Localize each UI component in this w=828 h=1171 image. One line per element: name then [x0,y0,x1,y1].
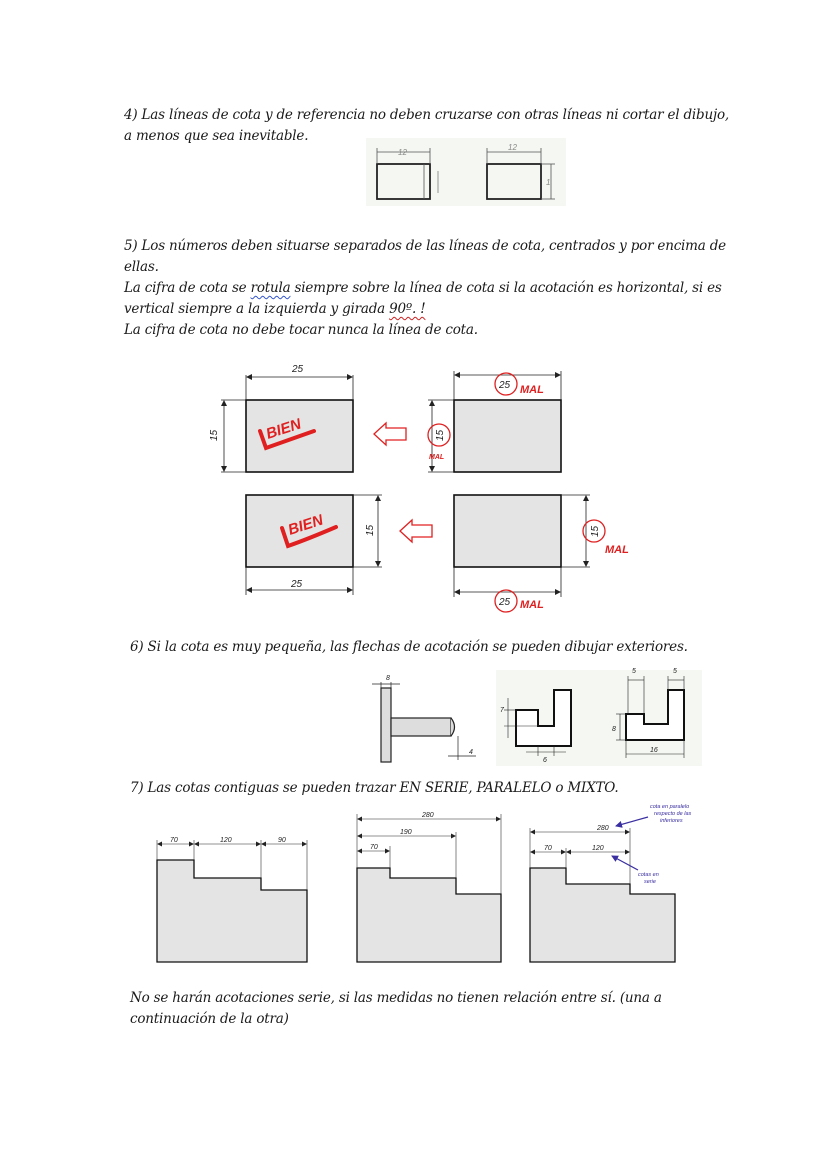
bien-label: BIEN [263,415,304,443]
dim-70-p: 70 [370,844,378,851]
arrow-left-icon-2 [400,520,432,542]
footer-line2: continuación de la otra) [130,1011,289,1027]
dim-4: 4 [469,749,473,756]
section6-figure [366,668,702,768]
dim-15-bad-2: 15 [590,525,601,537]
dim-5-left: 5 [632,668,636,675]
dim-12-left: 12 [398,148,407,157]
figure-background [366,138,566,206]
mal-label-small: MAL [429,454,445,461]
spellcheck-word-2: 90º. ! [389,301,426,317]
footer-text [130,988,662,1030]
section5-line2: ellas. [124,259,159,275]
section4-figure [366,138,566,206]
dim-190: 190 [400,829,412,836]
note-arrow-2 [612,856,638,870]
mal-bottom [454,495,629,612]
dim-25-bottom: 25 [291,579,303,590]
dim-120-m: 120 [592,845,604,852]
pin-figure [372,675,476,762]
note-arrow-1 [616,817,648,826]
dim-25: 25 [292,364,304,375]
dim-25-bad-2: 25 [499,597,511,608]
note-paralelo-2: respecto de las [654,811,692,817]
section5-line4: vertical siempre a la izquierda y girada 90º. ! [124,301,426,317]
spellcheck-word: rotula [250,280,291,296]
dim-7: 7 [500,707,504,714]
mal-label-3: MAL [520,599,544,611]
paralelo-figure [357,812,501,962]
section7-line1: 7) Las cotas contiguas se pueden trazar EN SERIE, PARALELO o MIXTO. [130,780,619,796]
section5-figure [196,355,646,615]
dim-8: 8 [386,675,390,682]
dim-70: 70 [170,837,178,844]
bien-label-2: BIEN [285,511,326,539]
mal-label-4: MAL [605,544,629,556]
note-serie-1: cotas en [638,872,659,878]
section7-figure [150,800,720,968]
dim-8-side: 8 [612,726,616,733]
dim-15-right: 15 [365,524,376,536]
note-paralelo-3: inferiores [660,818,683,824]
dim-12-right: 12 [508,143,517,152]
dim-15-bad: 15 [435,429,446,441]
dim-5-right: 5 [673,668,677,675]
dim-15: 15 [209,429,220,441]
dim-25-bad: 25 [499,380,511,391]
dim-16: 16 [650,747,658,754]
footer-line1: No se harán acotaciones serie, si las medidas no tienen relación entre sí. (una a [130,990,662,1006]
dim-6: 6 [543,757,547,764]
section6-line1: 6) Si la cota es muy pequeña, las flechas de acotación se pueden dibujar exteriores. [130,639,688,655]
section5-text [124,236,726,341]
section7-text [130,778,618,799]
dim-120: 120 [220,837,232,844]
bien-bottom [246,495,382,595]
dim-90: 90 [278,837,286,844]
mixto-figure [530,804,692,962]
mal-label: MAL [520,384,544,396]
serie-figure [157,837,307,962]
dim-280-m: 280 [597,825,609,832]
note-serie-2: serie [644,879,656,885]
dim-280: 280 [422,812,434,819]
section6-text [130,637,688,658]
section4-line2: a menos que sea inevitable. [124,128,309,144]
dim-1-right: 1 [546,178,551,187]
section5-line5: La cifra de cota no debe tocar nunca la línea de cota. [124,322,478,338]
section5-line1: 5) Los números deben situarse separados de las líneas de cota, centrados y por encima de [124,238,726,254]
dim-70-m: 70 [544,845,552,852]
section4-line1: 4) Las líneas de cota y de referencia no deben cruzarse con otras líneas ni cortar el dibujo, [124,107,729,123]
arrow-left-icon [374,423,406,445]
section5-line3: La cifra de cota se rotula siempre sobre la línea de cota si la acotación es horizontal, si es [124,280,722,296]
mal-top [428,371,561,472]
note-paralelo-1: cota en paralelo [650,804,690,810]
bien-top [209,364,353,472]
